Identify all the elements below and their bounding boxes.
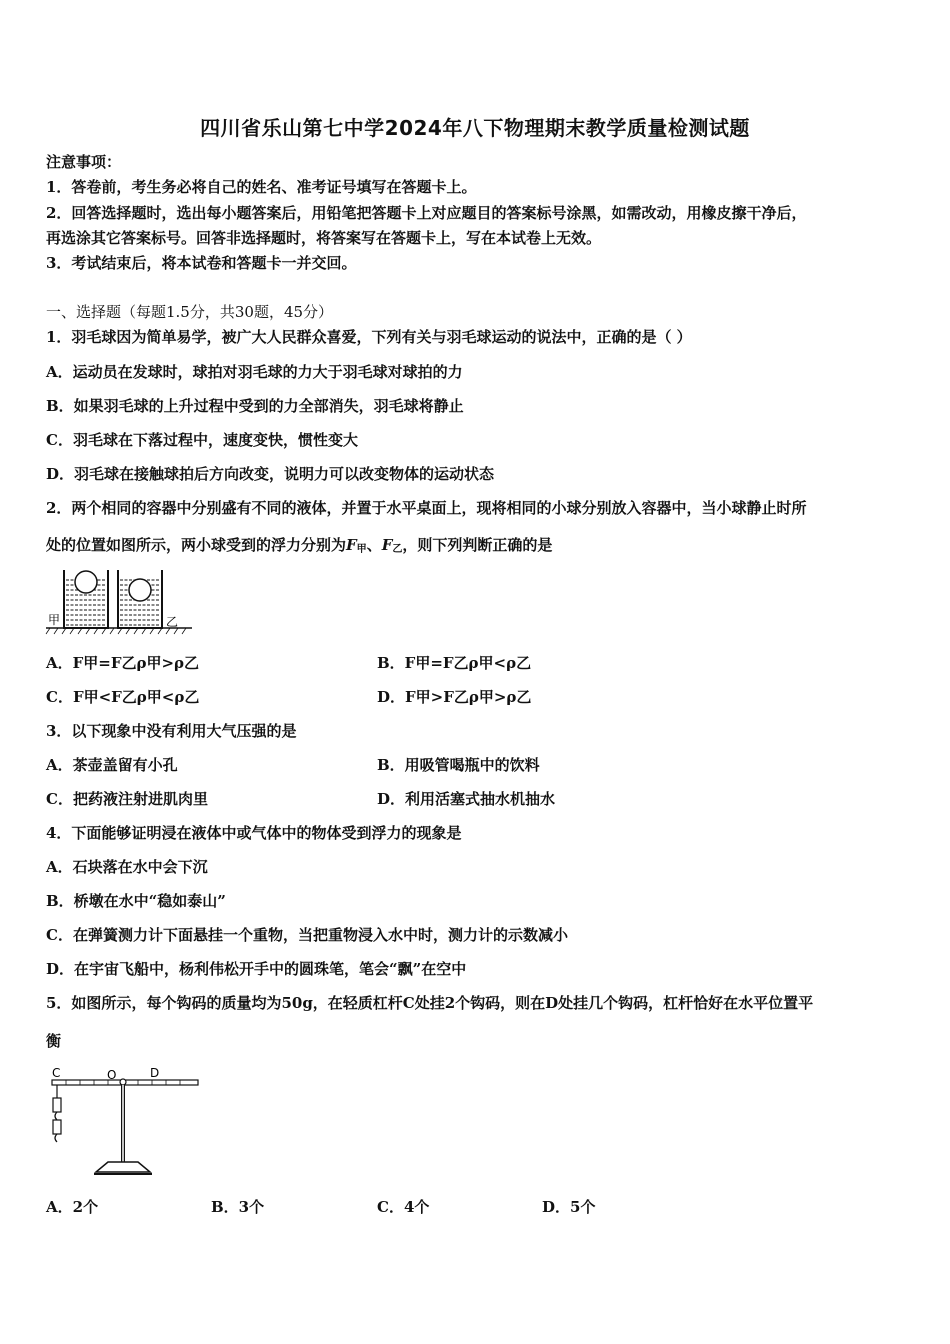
subscript: 甲 [356,544,367,555]
question-1-stem: 1．羽毛球因为简单易学，被广大人民群众喜爱，下列有关与羽毛球运动的说法中，正确的是（ ） [46,328,692,346]
q3-option-c: C．把药液注射进肌肉里 [46,790,208,808]
q4-option-d: D．在宇宙飞船中，杨利伟松开手中的圆珠笔，笔会“飘”在空中 [46,960,467,978]
notice-item: 再选涂其它答案标号。回答非选择题时，将答案写在答题卡上，写在本试卷上无效。 [46,229,602,247]
q4-option-b: B．桥墩在水中“稳如泰山” [46,892,226,910]
question-2-stem-cont [46,535,552,560]
q4-option-c: C．在弹簧测力计下面悬挂一个重物，当把重物浸入水中时，测力计的示数减小 [46,926,568,944]
q1-option-d: D．羽毛球在接触球拍后方向改变，说明力可以改变物体的运动状态 [46,465,495,483]
q2-stem-text: ，则下列判断正确的是 [402,536,553,554]
q5-option-d: D．5个 [542,1198,596,1216]
q2-option-d: D．F甲>F乙ρ甲>ρ乙 [377,688,532,706]
question-5-stem-cont: 衡 [46,1032,62,1050]
container-yi [118,570,162,628]
force-symbol: F [346,536,357,554]
q2-option-a: A．F甲=F乙ρ甲>ρ乙 [46,654,200,672]
separator: 、 [366,536,382,554]
notice-item: 1．答卷前，考生务必将自己的姓名、准考证号填写在答题卡上。 [46,178,477,196]
notice-item: 2．回答选择题时，选出每小题答案后，用铅笔把答题卡上对应题目的答案标号涂黑，如需改动，用橡皮擦干净后， [46,204,807,222]
label-jia: 甲 [48,613,61,627]
question-5-stem: 5．如图所示，每个钩码的质量均为50g，在轻质杠杆C处挂2个钩码，则在D处挂几个钩码，杠杆恰好在水平位置平 [46,994,814,1012]
q2-option-c: C．F甲<F乙ρ甲<ρ乙 [46,688,200,706]
q1-option-c: C．羽毛球在下落过程中，速度变快，惯性变大 [46,431,358,449]
force-symbol: F [381,536,393,554]
q5-option-b: B．3个 [211,1198,265,1216]
q3-option-a: A．茶壶盖留有小孔 [46,756,178,774]
question-3-stem: 3．以下现象中没有利用大气压强的是 [46,722,297,740]
label-d: D [150,1066,160,1080]
notice-heading: 注意事项： [46,153,122,171]
label-c: C [52,1066,61,1080]
label-o: O [107,1068,117,1082]
q2-containers-figure [44,566,194,636]
subscript: 乙 [392,544,403,555]
notice-item: 3．考试结束后，将本试卷和答题卡一并交回。 [46,254,357,272]
q5-option-a: A．2个 [46,1198,99,1216]
question-2-stem: 2．两个相同的容器中分别盛有不同的液体，并置于水平桌面上，现将相同的小球分别放入容器中，当小球静止时所 [46,499,807,517]
q4-option-a: A．石块落在水中会下沉 [46,858,208,876]
hook-weights [53,1085,61,1142]
q1-option-a: A．运动员在发球时，球拍对羽毛球的力大于羽毛球对球拍的力 [46,363,463,381]
q3-option-b: B．用吸管喝瓶中的饮料 [377,756,540,774]
q1-option-b: B．如果羽毛球的上升过程中受到的力全部消失，羽毛球将静止 [46,397,464,415]
question-4-stem: 4．下面能够证明浸在液体中或气体中的物体受到浮力的现象是 [46,824,462,842]
q3-option-d: D．利用活塞式抽水机抽水 [377,790,556,808]
label-yi: 乙 [166,615,179,629]
q5-option-c: C．4个 [377,1198,430,1216]
q5-lever-figure [44,1066,204,1178]
q2-stem-text: 处的位置如图所示，两小球受到的浮力分别为 [46,536,347,554]
section-heading: 一、选择题（每题1.5分，共30题，45分） [46,303,334,321]
q2-option-b: B．F甲=F乙ρ甲<ρ乙 [377,654,532,672]
container-jia [64,570,108,628]
page-title: 四川省乐山第七中学2024年八下物理期末教学质量检测试题 [200,116,750,140]
